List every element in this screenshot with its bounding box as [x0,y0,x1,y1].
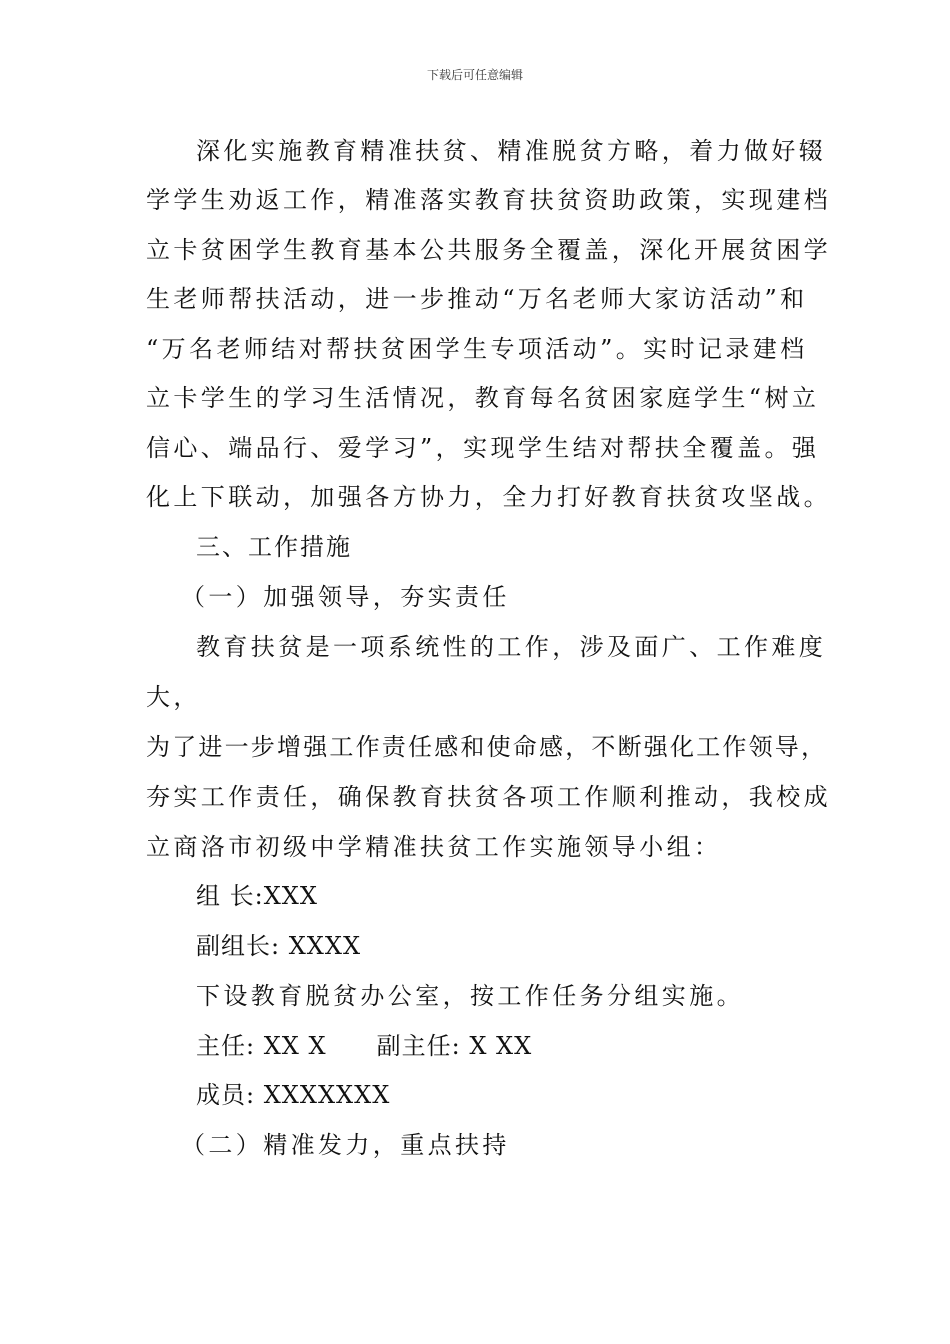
section-heading: 三、工作措施 [196,533,352,561]
director: 主任: XX X [196,1032,327,1060]
office-note: 下设教育脱贫办公室，按工作任务分组实施。 [196,982,744,1010]
group-leader: 组 长:XXX [196,882,318,910]
deputy-leader: 副组长: XXXX [196,932,362,960]
paragraph-line: 立商洛市初级中学精准扶贫工作实施领导小组： [146,833,722,861]
paragraph-line: 生老师帮扶活动，进一步推动“万名老师大家访活动”和 [146,285,808,313]
paragraph-line: 为了进一步增强工作责任感和使命感，不断强化工作领导， [146,733,828,761]
paragraph-line: 教育扶贫是一项系统性的工作，涉及面广、工作难度 [196,633,827,661]
paragraph-line: 信心、端品行、爱学习”，实现学生结对帮扶全覆盖。强 [146,434,820,462]
subsection-heading-2: （二）精准发力，重点扶持 [181,1131,510,1159]
paragraph-line: 化上下联动，加强各方协力，全力打好教育扶贫攻坚战。 [146,483,831,511]
header-note: 下载后可任意编辑 [426,68,523,82]
paragraph-line: 大， [146,683,201,711]
director-row [196,1031,532,1061]
paragraph-line: 立卡贫困学生教育基本公共服务全覆盖，深化开展贫困学 [146,236,831,264]
paragraph-line: 立卡学生的学习生活情况，教育每名贫困家庭学生“树立 [146,384,820,412]
paragraph-line: 深化实施教育精准扶贫、精准脱贫方略，着力做好辍 [196,137,827,165]
paragraph-line: 夯实工作责任，确保教育扶贫各项工作顺利推动，我校成 [146,783,831,811]
deputy-director: 副主任: X XX [376,1032,533,1060]
subsection-heading-1: （一）加强领导，夯实责任 [181,583,510,611]
paragraph-line: 学学生劝返工作，精准落实教育扶贫资助政策，实现建档 [146,186,831,214]
members: 成员: XXXXXXX [196,1081,391,1109]
paragraph-line: “万名老师结对帮扶贫困学生专项活动”。实时记录建档 [146,335,808,363]
